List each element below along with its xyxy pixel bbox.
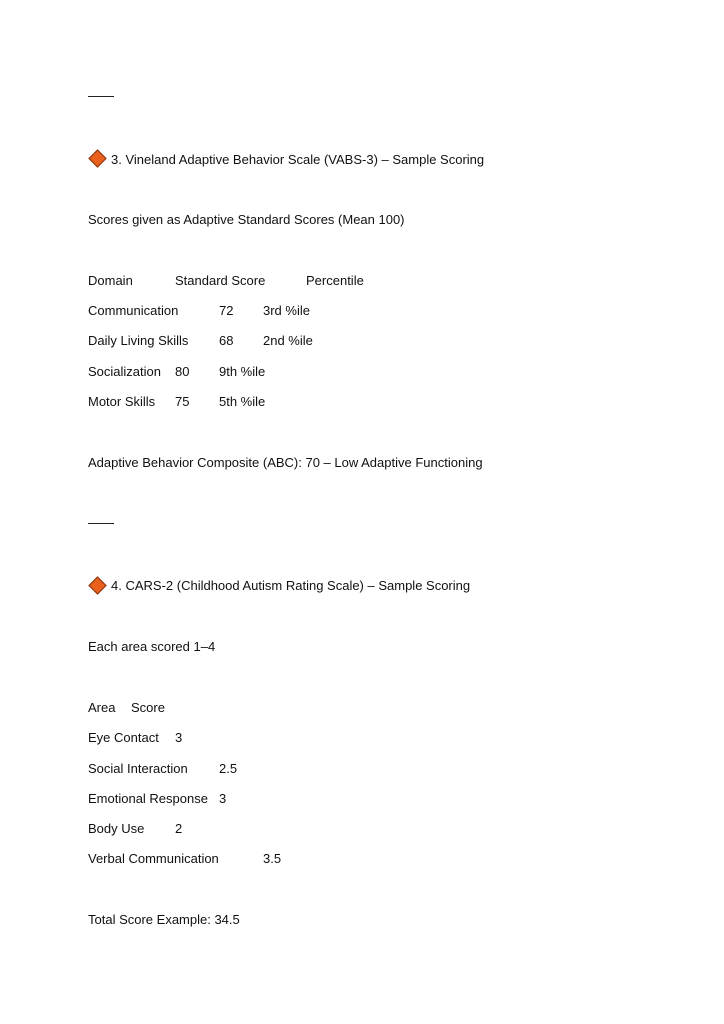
separator-line-1 [88, 96, 114, 97]
score-cell: 3 [175, 730, 183, 745]
score-cell: 75 [175, 394, 190, 409]
domain-cell: Motor Skills [88, 394, 156, 409]
orange-diamond-icon [88, 149, 106, 167]
score-cell: 80 [175, 364, 190, 379]
area-cell: Verbal Communication [88, 851, 219, 866]
score-cell: 72 [219, 303, 234, 318]
cars2-total: Total Score Example: 34.5 [88, 912, 240, 927]
cars2-note: Each area scored 1–4 [88, 639, 216, 654]
cars2-heading: 4. CARS-2 (Childhood Autism Rating Scale) – Sample Scoring [111, 578, 471, 593]
percentile-cell: 2nd %ile [263, 333, 313, 348]
domain-cell: Communication [88, 303, 179, 318]
percentile-cell: 3rd %ile [263, 303, 310, 318]
vineland-note: Scores given as Adaptive Standard Scores (Mean 100) [88, 212, 405, 227]
score-cell: 2 [175, 821, 183, 836]
percentile-cell: 5th %ile [219, 394, 266, 409]
orange-diamond-icon [88, 576, 106, 594]
percentile-cell: 9th %ile [219, 364, 266, 379]
score-cell: 2.5 [219, 761, 238, 776]
area-cell: Body Use [88, 821, 145, 836]
vineland-composite: Adaptive Behavior Composite (ABC): 70 – Low Adaptive Functioning [88, 455, 483, 470]
vineland-heading: 3. Vineland Adaptive Behavior Scale (VABS-3) – Sample Scoring [111, 152, 485, 167]
score-cell: 68 [219, 333, 234, 348]
separator-line-2 [88, 523, 114, 524]
domain-cell: Socialization [88, 364, 161, 379]
vineland-header-domain: Domain [88, 273, 133, 288]
score-cell: 3.5 [263, 851, 282, 866]
cars2-header-score: Score [131, 700, 165, 715]
area-cell: Eye Contact [88, 730, 159, 745]
domain-cell: Daily Living Skills [88, 333, 189, 348]
area-cell: Emotional Response [88, 791, 208, 806]
vineland-header-percentile: Percentile [306, 273, 364, 288]
area-cell: Social Interaction [88, 761, 188, 776]
cars2-header-area: Area [88, 700, 116, 715]
score-cell: 3 [219, 791, 227, 806]
vineland-header-score: Standard Score [175, 273, 266, 288]
